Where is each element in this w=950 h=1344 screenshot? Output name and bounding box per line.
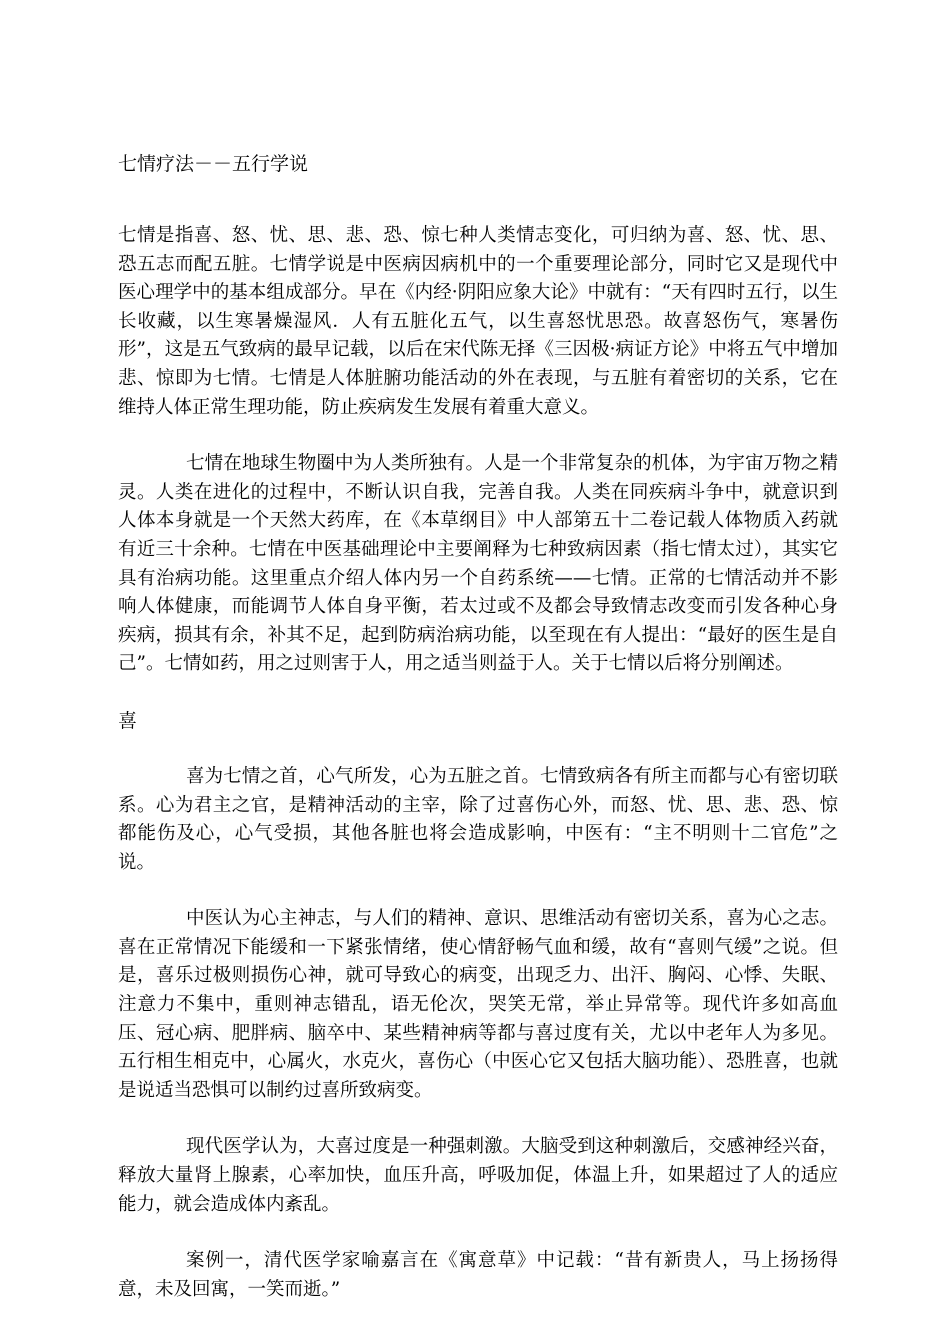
document-body: [118, 222, 838, 1332]
section-paragraph: 中医认为心主神志，与人们的精神、意识、思维活动有密切关系，喜为心之志。喜在正常情况下能缓和一下紧张情绪，使心情舒畅气血和缓，故有“喜则气缓”之说。但是，喜乐过极则损伤心神，就可导致心的病变，出现乏力、出汗、胸闷、心悸、失眠、注意力不集中，重则神志错乱，语无伦次，哭笑无常，举止异常等。现代许多如高血压、冠心病、肥胖病、脑卒中、某些精神病等都与喜过度有关，尤以中老年人为多见。五行相生相克中，心属火，水克火，喜伤心（中医心它又包括大脑功能）、恐胜喜，也就是说适当恐惧可以制约过喜所致病变。: [118, 908, 838, 1101]
section-paragraph: 现代医学认为，大喜过度是一种强刺激。大脑受到这种刺激后，交感神经兴奋，释放大量肾上腺素，心率加快，血压升高，呼吸加促，体温上升，如果超过了人的适应能力，就会造成体内紊乱。: [118, 1136, 838, 1215]
section-heading: 喜: [118, 709, 138, 732]
body-paragraph: 七情在地球生物圈中为人类所独有。人是一个非常复杂的机体，为宇宙万物之精灵。人类在进化的过程中，不断认识自我，完善自我。人类在同疾病斗争中，就意识到人体本身就是一个天然大药库，在《本草纲目》中人部第五十二卷记载人体物质入药就有近三十余种。七情在中医基础理论中主要阐释为七种致病因素（指七情太过），其实它具有治病功能。这里重点介绍人体内另一个自药系统——七情。正常的七情活动并不影响人体健康，而能调节人体自身平衡，若太过或不及都会导致情志改变而引发各种心身疾病，损其有余，补其不足，起到防病治病功能，以至现在有人提出：“最好的医生是自己”。七情如药，用之过则害于人，用之适当则益于人。关于七情以后将分别阐述。: [118, 453, 838, 675]
section-paragraph: 喜为七情之首，心气所发，心为五脏之首。七情致病各有所主而都与心有密切联系。心为君主之官，是精神活动的主宰，除了过喜伤心外，而怒、忧、思、悲、恐、惊都能伤及心，心气受损，其他各脏也将会造成影响，中医有：“主不明则十二官危”之说。: [118, 765, 838, 873]
section-paragraph: 案例一，清代医学家喻嘉言在《寓意草》中记载：“昔有新贵人，马上扬扬得意，未及回寓，一笑而逝。”: [118, 1250, 838, 1300]
intro-paragraph: 七情是指喜、怒、忧、思、悲、恐、惊七种人类情志变化，可归纳为喜、怒、忧、思、恐五志而配五脏。七情学说是中医病因病机中的一个重要理论部分，同时它又是现代中医心理学中的基本组成部分。早在《内经·阴阳应象大论》中就有：“天有四时五行，以生长收藏，以生寒暑燥湿风．人有五脏化五气，以生喜怒忧思恐。故喜怒伤气，寒暑伤形”，这是五气致病的最早记载，以后在宋代陈无择《三因极·病证方论》中将五气中增加悲、惊即为七情。七情是人体脏腑功能活动的外在表现，与五脏有着密切的关系，它在维持人体正常生理功能，防止疾病发生发展有着重大意义。: [118, 225, 838, 418]
document-title: 七情疗法－－五行学说: [118, 153, 309, 175]
